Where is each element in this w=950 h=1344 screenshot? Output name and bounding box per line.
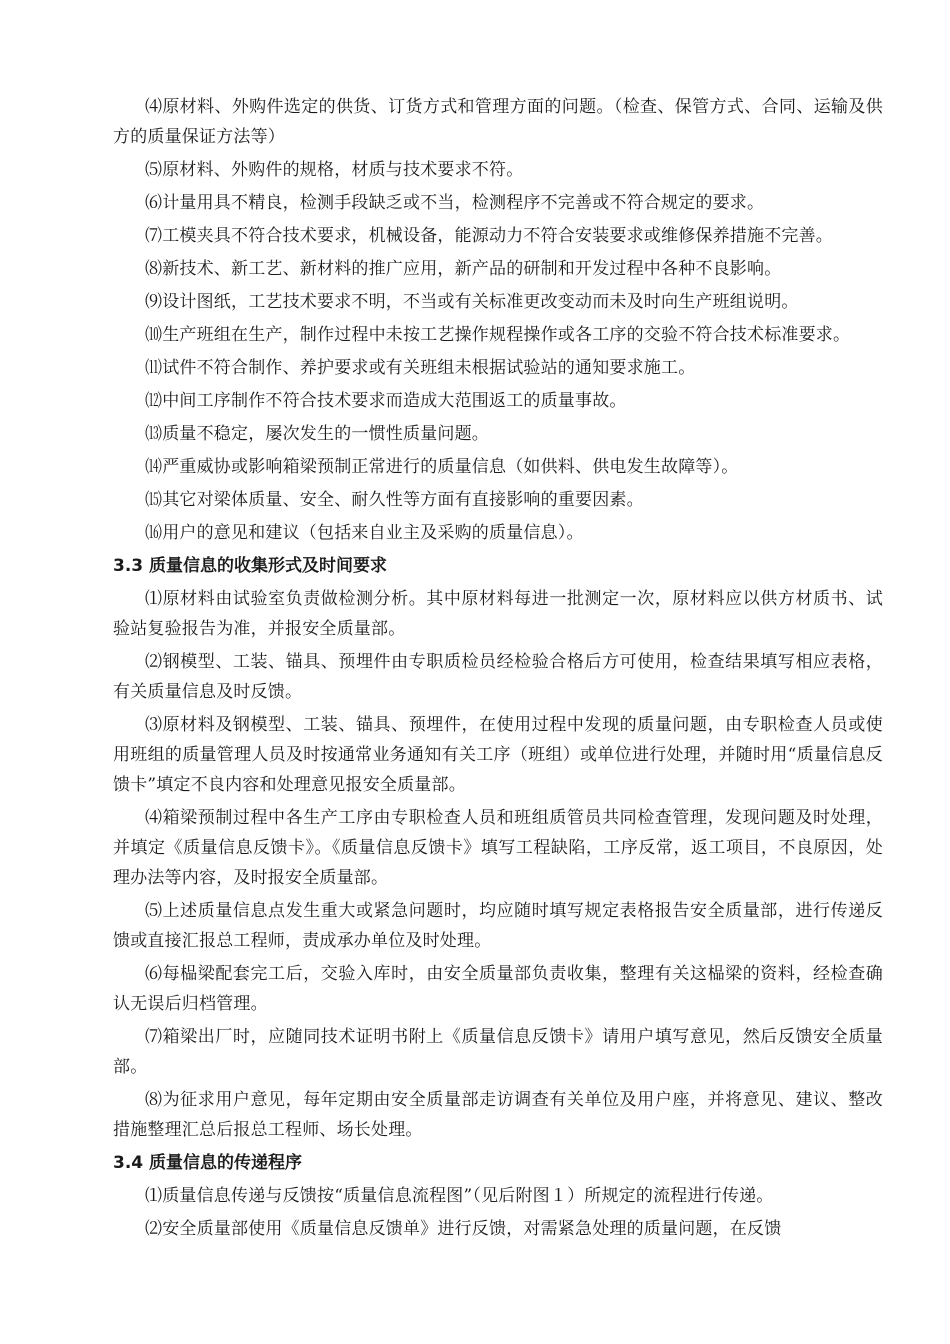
list-item: ⑿中间工序制作不符合技术要求而造成大范围返工的质量事故。 <box>145 391 627 411</box>
list-item: ⑴质量信息传递与反馈按“质量信息流程图”（见后附图１）所规定的流程进行传递。 <box>145 1186 774 1206</box>
list-item: ⒁严重威协或影响箱梁预制正常进行的质量信息（如供料、供电发生故障等）。 <box>145 457 739 477</box>
list-item: ⒀质量不稳定，屡次发生的一惯性质量问题。 <box>145 424 489 444</box>
list-item: ⑵钢模型、工装、锚具、预埋件由专职质检员经检验合格后方可使用，检查结果填写相应表格，有关质量信息及时反馈。 <box>113 652 883 702</box>
list-item: ⑸上述质量信息点发生重大或紧急问题时，均应随时填写规定表格报告安全质量部，进行传递反馈或直接汇报总工程师，责成承办单位及时处理。 <box>113 901 883 951</box>
list-item: ⑽生产班组在生产，制作过程中未按工艺操作规程操作或各工序的交验不符合技术标准要求。 <box>145 325 851 345</box>
list-item: ⒃用户的意见和建议（包括来自业主及采购的质量信息）。 <box>145 523 584 543</box>
list-item: ⑵安全质量部使用《质量信息反馈单》进行反馈，对需紧急处理的质量问题，在反馈 <box>145 1219 782 1239</box>
list-item: ⑷原材料、外购件选定的供货、订货方式和管理方面的问题。（检查、保管方式、合同、运输及供方的质量保证方法等） <box>113 97 883 147</box>
list-item: ⑹每榀梁配套完工后，交验入库时，由安全质量部负责收集，整理有关这榀梁的资料，经检查确认无误后归档管理。 <box>113 964 883 1014</box>
section-heading-3-4: 3.4 质量信息的传递程序 <box>113 1153 303 1173</box>
list-item: ⑾试件不符合制作、养护要求或有关班组未根据试验站的通知要求施工。 <box>145 358 696 378</box>
list-item: ⑼设计图纸，工艺技术要求不明，不当或有关标准更改变动而未及时向生产班组说明。 <box>145 292 799 312</box>
document-body <box>113 92 883 1244</box>
list-item: ⑻新技术、新工艺、新材料的推广应用，新产品的研制和开发过程中各种不良影响。 <box>145 259 782 279</box>
list-item: ⑸原材料、外购件的规格，材质与技术要求不符。 <box>145 160 524 180</box>
list-item: ⑴原材料由试验室负责做检测分析。其中原材料每进一批测定一次，原材料应以供方材质书、试验站复验报告为准，并报安全质量部。 <box>113 589 883 639</box>
list-item: ⑺工模夹具不符合技术要求，机械设备，能源动力不符合安装要求或维修保养措施不完善。 <box>145 226 833 246</box>
list-item: ⑺箱梁出厂时，应随同技术证明书附上《质量信息反馈卡》请用户填写意见，然后反馈安全质量部。 <box>113 1027 883 1077</box>
list-item: ⑷箱梁预制过程中各生产工序由专职检查人员和班组质管员共同检查管理，发现问题及时处理，并填定《质量信息反馈卡》。《质量信息反馈卡》填写工程缺陷，工序反常，返工项目，不良原因，处理办法等内容，及时报安全质量部。 <box>113 808 883 888</box>
list-item: ⒂其它对梁体质量、安全、耐久性等方面有直接影响的重要因素。 <box>145 490 644 510</box>
list-item: ⑹计量用具不精良，检测手段缺乏或不当，检测程序不完善或不符合规定的要求。 <box>145 193 765 213</box>
list-item: ⑶原材料及钢模型、工装、锚具、预埋件，在使用过程中发现的质量问题，由专职检查人员或使用班组的质量管理人员及时按通常业务通知有关工序（班组）或单位进行处理，并随时用“质量信息反馈卡”填定不良内容和处理意见报安全质量部。 <box>113 715 883 795</box>
section-heading-3-3: 3.3 质量信息的收集形式及时间要求 <box>113 556 388 576</box>
list-item: ⑻为征求用户意见，每年定期由安全质量部走访调查有关单位及用户座，并将意见、建议、整改措施整理汇总后报总工程师、场长处理。 <box>113 1090 883 1140</box>
